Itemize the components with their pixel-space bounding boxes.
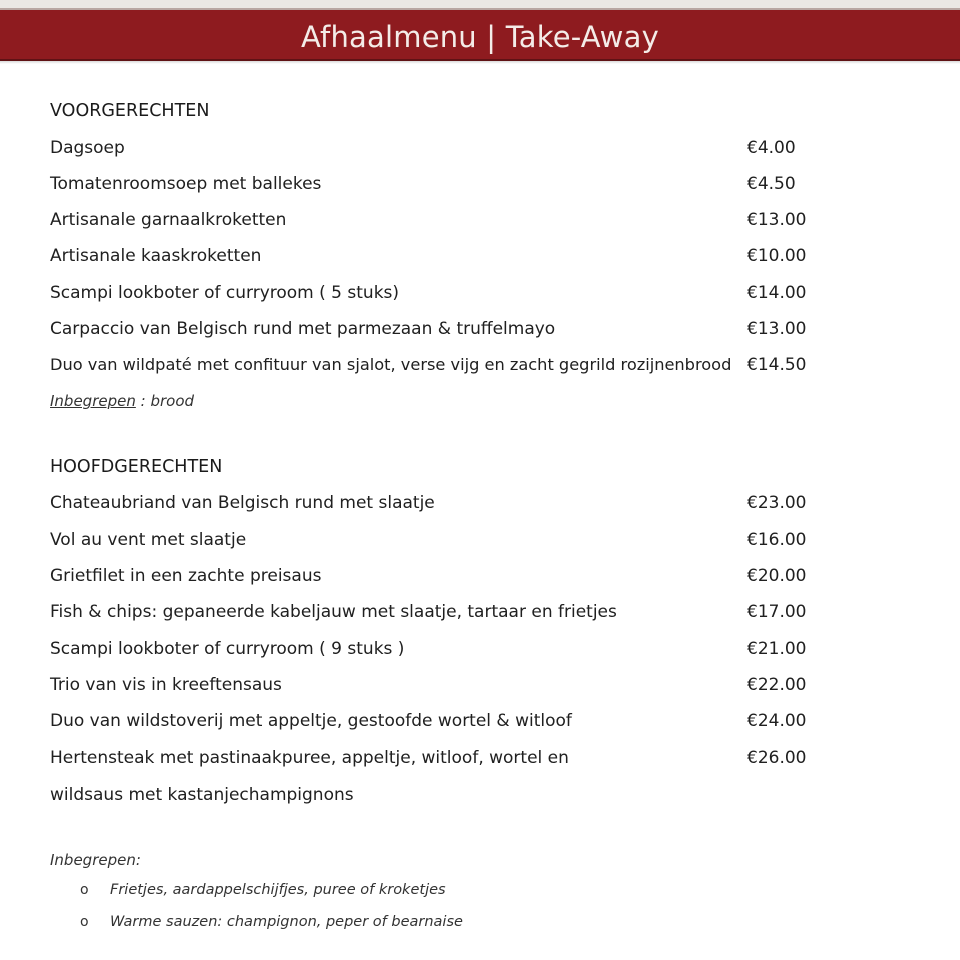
item-name: Artisanale kaaskroketten [50, 246, 262, 266]
item-price: €16.00 [747, 530, 807, 550]
menu-item [50, 639, 830, 665]
top-strip [0, 0, 960, 8]
included-option: Frietjes, aardappelschijfjes, puree of kroketjes [110, 882, 446, 898]
menu-item [50, 493, 830, 519]
menu-item [50, 138, 830, 164]
header-banner [0, 8, 960, 61]
item-name: Tomatenroomsoep met ballekes [50, 174, 322, 194]
item-name: Dagsoep [50, 138, 125, 158]
section-title-starters: VOORGERECHTEN [50, 101, 210, 121]
item-name: Scampi lookboter of curryroom ( 5 stuks) [50, 283, 400, 303]
included-option: Warme sauzen: champignon, peper of bearnaise [110, 914, 463, 930]
item-price: €10.00 [747, 246, 807, 266]
item-name-continuation: wildsaus met kastanjechampignons [50, 785, 354, 805]
menu-item [50, 246, 830, 272]
menu-item [50, 675, 830, 701]
item-price: €14.00 [747, 283, 807, 303]
item-price: €4.00 [747, 138, 796, 158]
menu-item [50, 174, 830, 200]
menu-item [50, 210, 830, 236]
item-price: €22.00 [747, 675, 807, 695]
section-title-mains: HOOFDGERECHTEN [50, 457, 223, 477]
menu-title: Afhaalmenu | Take-Away [301, 20, 659, 54]
item-name: Hertensteak met pastinaakpuree, appeltje, witloof, wortel en [50, 748, 569, 768]
menu-item [50, 748, 830, 774]
item-price: €21.00 [747, 639, 807, 659]
item-name: Scampi lookboter of curryroom ( 9 stuks ) [50, 639, 405, 659]
item-name: Duo van wildpaté met confituur van sjalot, verse vijg en zacht gegrild rozijnenbrood [50, 355, 732, 374]
included-text: : brood [135, 392, 195, 410]
item-name: Artisanale garnaalkroketten [50, 210, 287, 230]
banner-divider [0, 61, 960, 64]
item-price: €13.00 [747, 319, 807, 339]
menu-item [50, 355, 830, 381]
menu-item [50, 530, 830, 556]
item-price: €4.50 [747, 174, 796, 194]
menu-item [50, 602, 830, 628]
item-price: €20.00 [747, 566, 807, 586]
item-price: €13.00 [747, 210, 807, 230]
item-price: €17.00 [747, 602, 807, 622]
starters-included-note [50, 392, 194, 410]
bullet-icon: o [80, 882, 89, 898]
menu-item [50, 566, 830, 592]
menu-item [50, 319, 830, 345]
menu-item [50, 711, 830, 737]
item-name: Duo van wildstoverij met appeltje, gestoofde wortel & witloof [50, 711, 572, 731]
menu-item [50, 283, 830, 309]
item-name: Vol au vent met slaatje [50, 530, 247, 550]
item-name: Chateaubriand van Belgisch rund met slaatje [50, 493, 435, 513]
item-name: Trio van vis in kreeftensaus [50, 675, 282, 695]
item-name: Carpaccio van Belgisch rund met parmezaan & truffelmayo [50, 319, 556, 339]
item-name: Grietfilet in een zachte preisaus [50, 566, 322, 586]
included-label: Inbegrepen [50, 392, 136, 410]
item-price: €23.00 [747, 493, 807, 513]
bullet-icon: o [80, 914, 89, 930]
item-name: Fish & chips: gepaneerde kabeljauw met slaatje, tartaar en frietjes [50, 602, 617, 622]
item-price: €26.00 [747, 748, 807, 768]
item-price: €24.00 [747, 711, 807, 731]
mains-included-label: Inbegrepen: [50, 851, 141, 869]
item-price: €14.50 [747, 355, 807, 375]
